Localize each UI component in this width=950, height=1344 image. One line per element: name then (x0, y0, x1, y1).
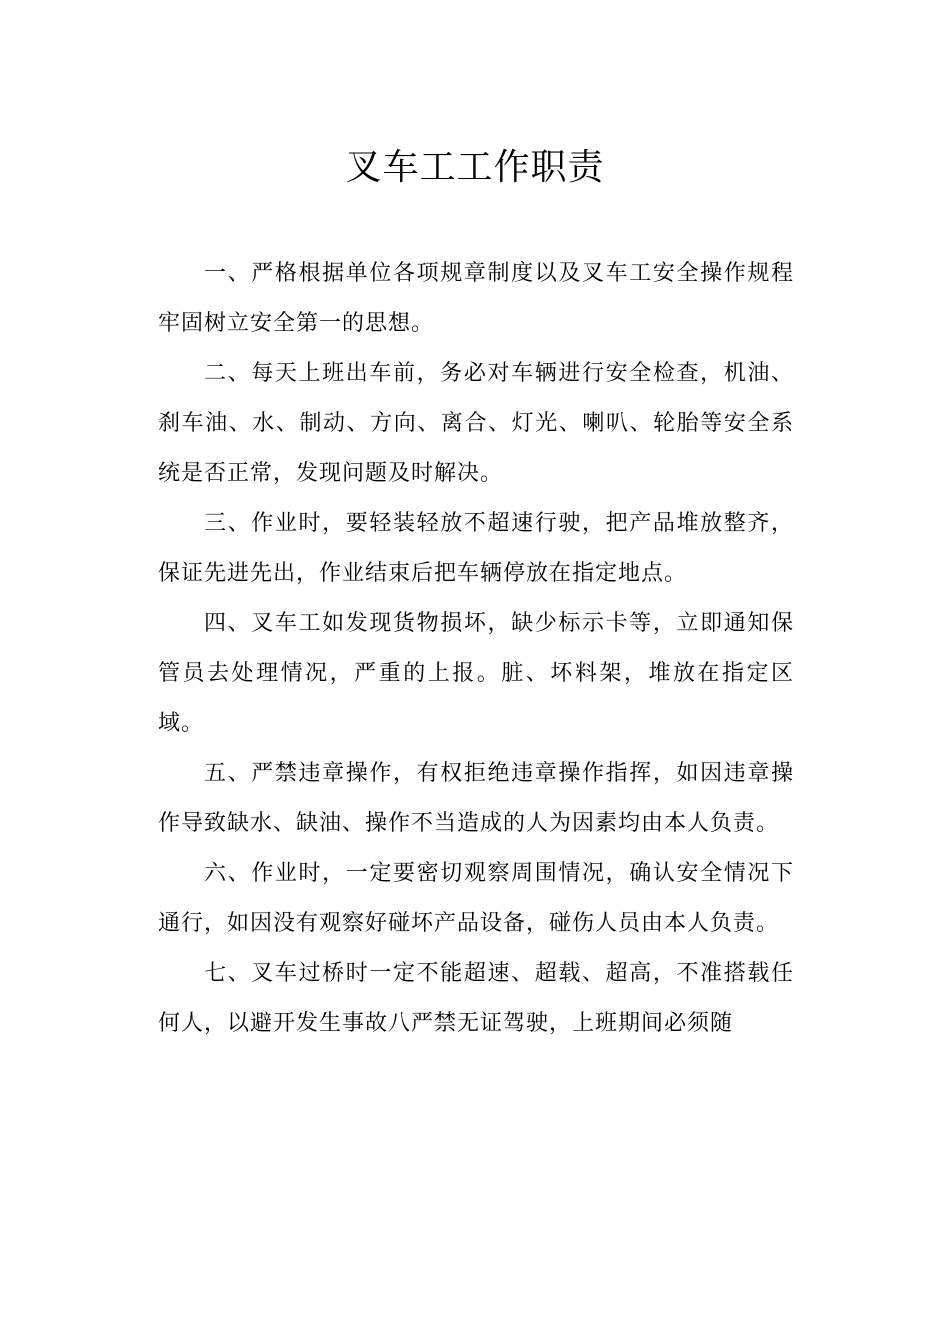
document-title: 叉车工工作职责 (345, 147, 605, 188)
paragraph-2: 二、每天上班出车前，务必对车辆进行安全检查，机油、刹车油、水、制动、方向、离合、灯光、喇叭、轮胎等安全系统是否正常，发现问题及时解决。 (158, 361, 794, 486)
paragraph-5: 五、严禁违章操作，有权拒绝违章操作指挥，如因违章操作导致缺水、缺油、操作不当造成的人为因素均由本人负责。 (158, 761, 794, 836)
paragraph-3: 三、作业时，要轻装轻放不超速行驶，把产品堆放整齐，保证先进先出，作业结束后把车辆停放在指定地点。 (158, 511, 794, 586)
document-body (158, 249, 794, 1049)
paragraph-6: 六、作业时，一定要密切观察周围情况，确认安全情况下通行，如因没有观察好碰坏产品设备，碰伤人员由本人负责。 (158, 861, 794, 936)
paragraph-7: 七、叉车过桥时一定不能超速、超载、超高，不准搭载任何人，以避开发生事故八严禁无证驾驶，上班期间必须随 (158, 961, 794, 1036)
paragraph-4: 四、叉车工如发现货物损坏，缺少标示卡等，立即通知保管员去处理情况，严重的上报。脏、坏料架，堆放在指定区域。 (158, 611, 794, 736)
paragraph-1: 一、严格根据单位各项规章制度以及叉车工安全操作规程牢固树立安全第一的思想。 (158, 261, 794, 336)
